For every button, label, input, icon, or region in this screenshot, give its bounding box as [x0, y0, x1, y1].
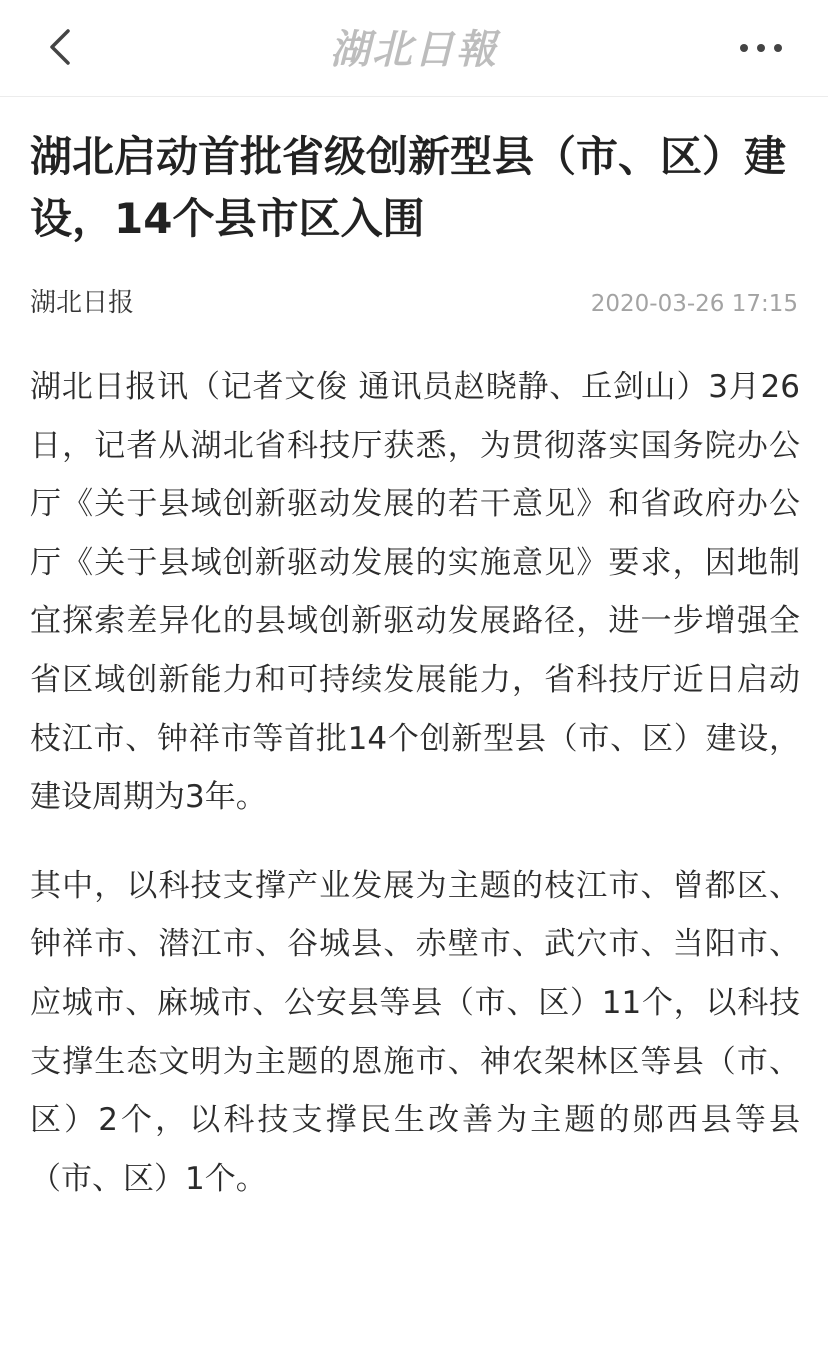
- article-body: [30, 358, 800, 1238]
- top-navigation-bar: [0, 0, 828, 97]
- article-source: 湖北日报: [30, 288, 135, 318]
- article-paragraph: 湖北日报讯（记者文俊 通讯员赵晓静、丘剑山）3月26日，记者从湖北省科技厅获悉，为贯彻落实国务院办公厅《关于县域创新驱动发展的若干意见》和省政府办公厅《关于县域创新驱动发展的实施意见》要求，因地制宜探索差异化的县域创新驱动发展路径，进一步增强全省区域创新能力和可持续发展能力，省科技厅近日启动枝江市、钟祥市等首批14个创新型县（市、区）建设，建设周期为3年。: [30, 369, 800, 816]
- article-date: 2020-03-26 17:15: [590, 291, 798, 317]
- article-title: 湖北启动首批省级创新型县（市、区）建设，14个县市区入围: [30, 132, 787, 243]
- more-horizontal-icon: [738, 42, 784, 54]
- article-paragraph: 其中，以科技支撑产业发展为主题的枝江市、曾都区、钟祥市、潜江市、谷城县、赤壁市、武穴市、当阳市、应城市、麻城市、公安县等县（市、区）11个，以科技支撑生态文明为主题的恩施市、神农架林区等县（市、区）2个，以科技支撑民生改善为主题的郧西县等县（市、区）1个。: [30, 867, 800, 1197]
- app-logo: 湖北日報: [330, 26, 498, 73]
- more-options-button[interactable]: [734, 26, 788, 70]
